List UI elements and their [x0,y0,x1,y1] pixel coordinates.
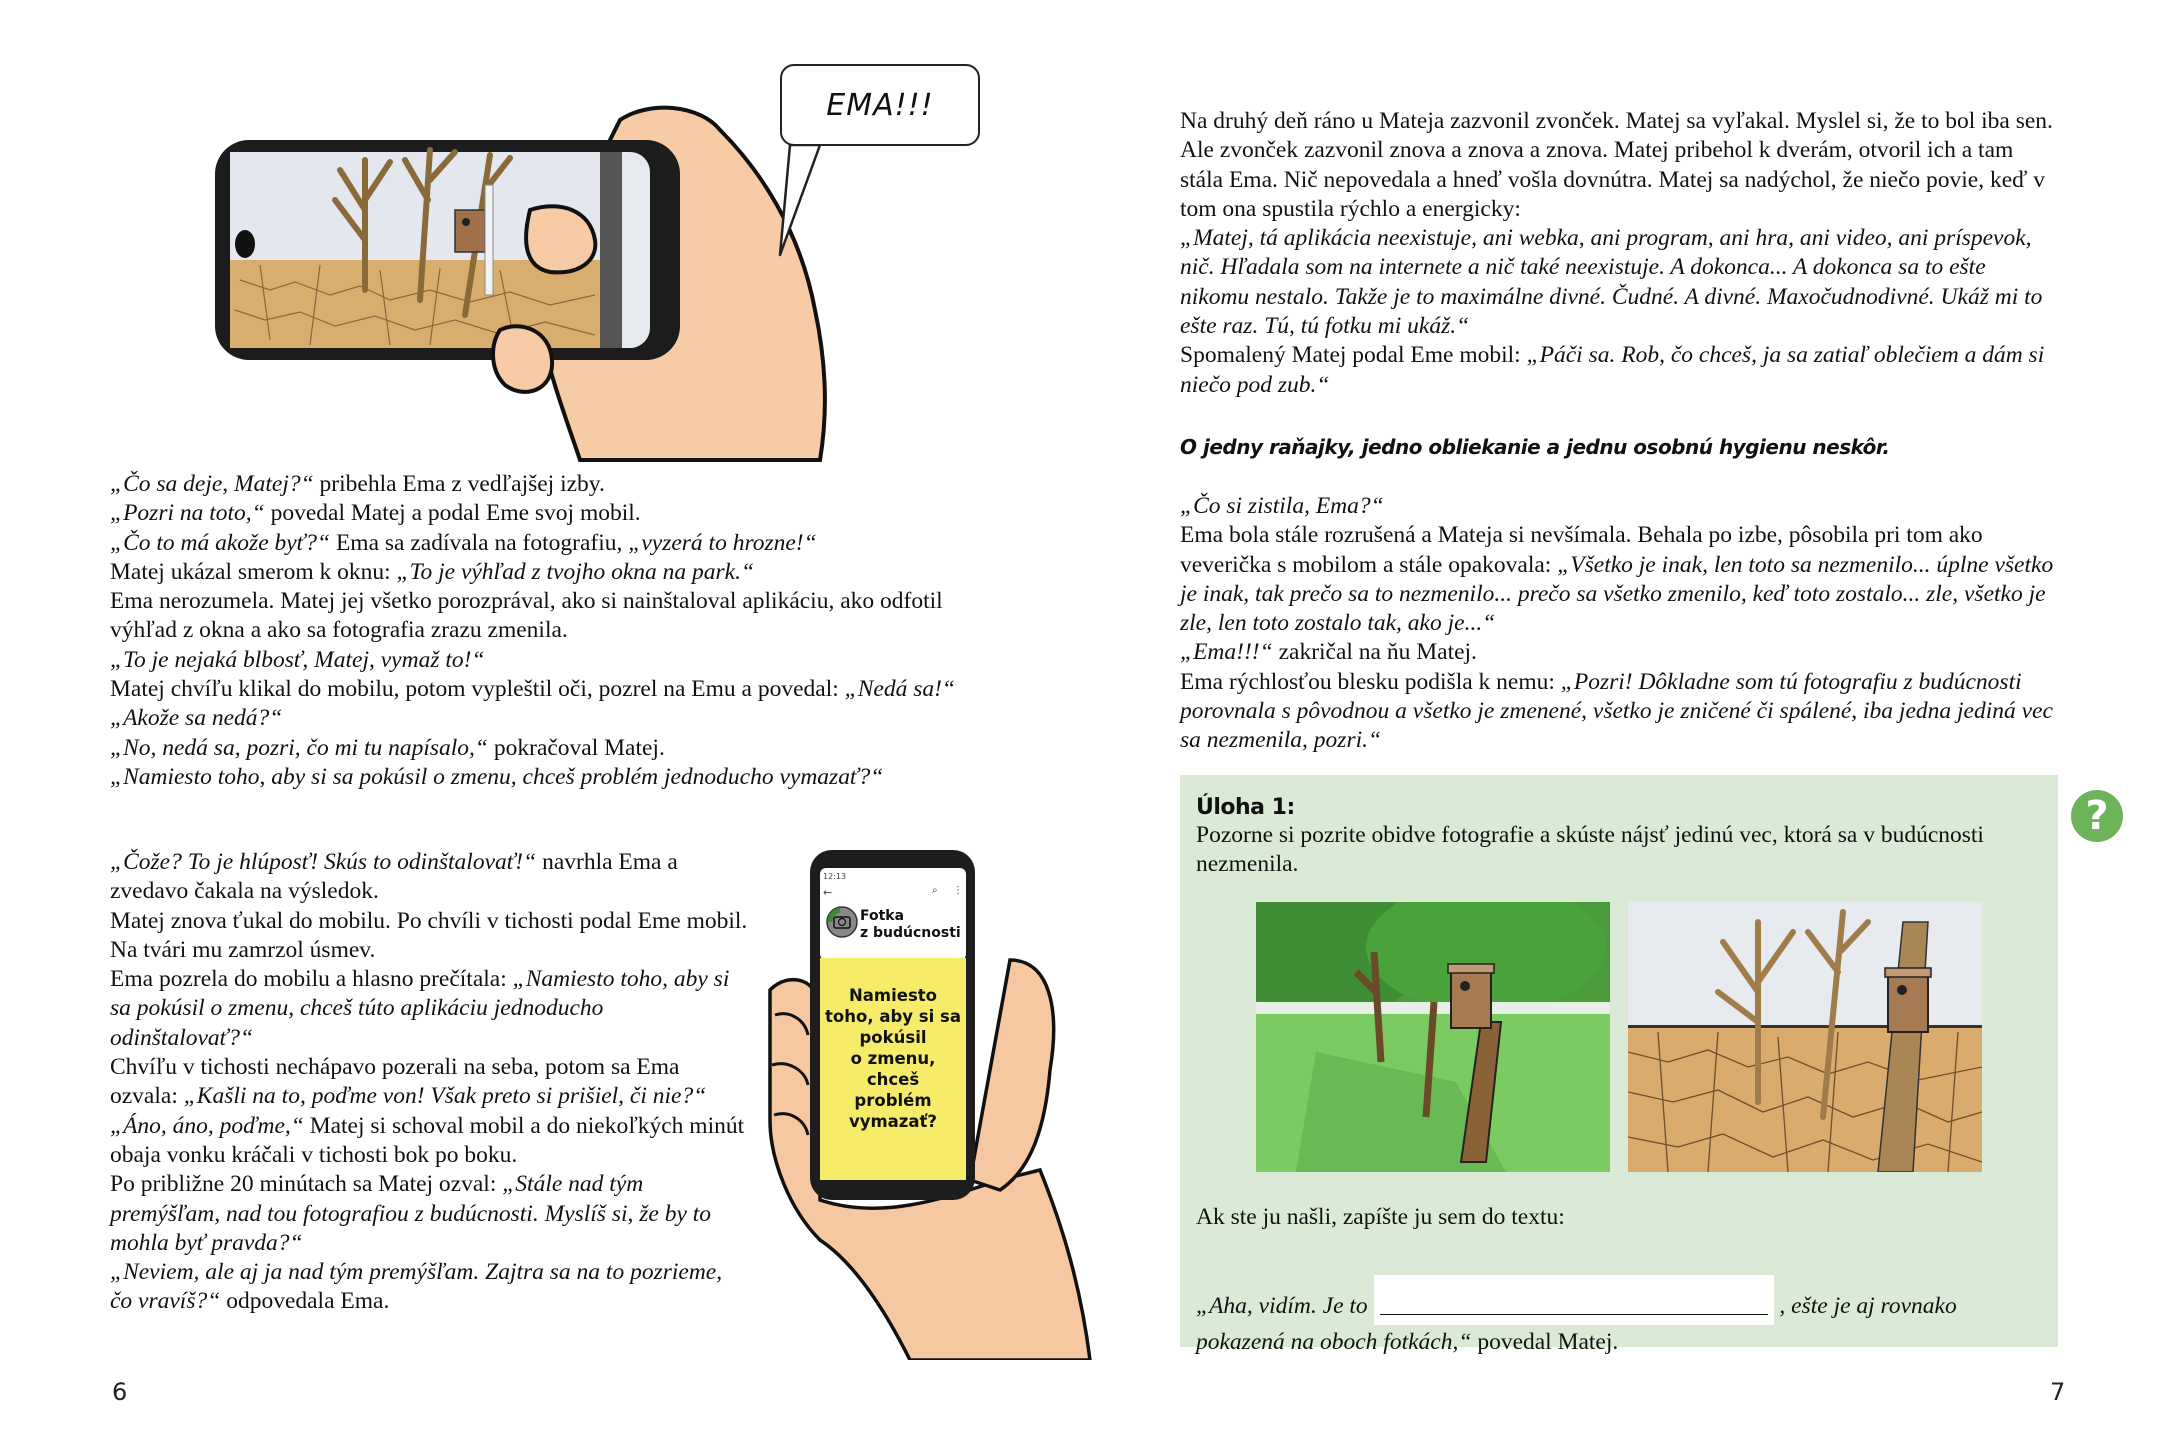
narration-text: Chvíľu v tichosti nechápavo pozerali na seba, potom sa Ema ozvala: [110,1054,680,1110]
dialogue-text: „vyzerá to hrozne!“ [628,529,817,556]
dialogue-text: „Stále nad tým premýšľam, nad tou fotografiou z budúcnosti. Myslíš si, že by to mohla byť pravda?“ [110,1171,712,1256]
thermometer [485,185,493,295]
dialogue-text: „Nedá sa!“ [844,676,955,703]
story-text-block-2 [110,848,750,1317]
dialogue-text: „Namiesto toho, aby si sa pokúsil o zmenu, chceš problém jednoducho vymazať?“ [110,763,884,790]
sentence-end-italic: , ešte je aj rovnako pokazená na oboch fotkách,“ [1196,1293,1957,1355]
narration-text: Matej si schoval mobil a do niekoľkých minút obaja vonku kráčali v tichosti bok po boku. [110,1112,745,1168]
paragraph [1180,492,2060,521]
phone-message-line: vymazať? [848,1112,938,1131]
back-arrow-icon: ← [823,886,833,899]
task-sentence [1196,1275,2046,1360]
birdhouse [455,210,485,252]
dialogue-text: „To je nejaká blbosť, Matej, vymaž to!“ [110,646,485,673]
paragraph [1180,224,2060,341]
paragraph [110,499,1000,528]
speech-bubble [780,64,980,146]
phone-message-line: Namiesto [848,986,938,1005]
narration-text: Spomalený Matej podal Eme mobil: [1180,342,1527,369]
paragraph [110,1170,750,1258]
search-icon: ⌕ [932,885,938,896]
app-title-line2: z budúcnosti [860,925,961,941]
story-text-block-3 [1180,107,2060,400]
paragraph [110,848,750,907]
dialogue-text: „Čo to má akože byť?“ [110,529,331,556]
paragraph [110,734,1000,763]
app-title-line1: Fotka [860,908,905,924]
phone-message-line: chceš [866,1070,920,1089]
right-page [1080,0,2161,1453]
narration-text: Ema pozrela do mobilu a hlasno prečítala: [110,966,513,993]
dialogue-text: „Neviem, ale aj ja nad tým premýšľam. Zajtra sa na to pozrieme, čo vravíš?“ [110,1259,723,1315]
sentence-start: „Aha, vidím. Je to [1196,1293,1368,1319]
photo-present-park [1256,902,1610,1172]
task-title: Úloha 1: [1196,795,1295,820]
paragraph [110,558,1000,587]
paragraph [110,1053,750,1112]
narration-text: pribehla Ema z vedľajšej izby. [313,471,605,497]
narration-text: Matej chvíľu klikal do mobilu, potom vypleštil oči, pozrel na Emu a povedal: [110,676,845,703]
time-skip-caption: O jedny raňajky, jedno obliekanie a jednu osobnú hygienu neskôr. [1180,435,1890,459]
birdhouse [1888,974,1928,1032]
dialogue-text: „Pozri na toto,“ [110,500,265,527]
dialogue-text: „Akože sa nedá?“ [110,705,283,732]
dialogue-text: „Čože? To je hlúposť! Skús to odinštalovať!“ [110,849,537,875]
dialogue-text: „Ema!!!“ [1180,639,1273,666]
narration-text: odpovedala Ema. [220,1288,390,1315]
narration-text: Na druhý deň ráno u Mateja zazvonil zvonček. Matej sa vyľakal. Myslel si, že to bol iba sen. Ale zvonček zazvonil znova a znova a znova. Matej pribehol k dverám, otvoril ich a tam stála Ema. Nič nepovedala a hneď vošla dovnútra. Matej sa nadýchol, že niečo povie, keď v tom ona spustila rýchlo a energicky: [1180,108,2053,222]
dialogue-text: „To je výhľad z tvojho okna na park.“ [396,558,755,585]
phone-status-time: 12:13 [823,872,847,881]
question-mark-icon[interactable]: ? [2071,790,2123,842]
paragraph [110,763,1000,792]
paragraph [110,675,1000,704]
dialogue-text: „Čo si zistila, Ema?“ [1180,493,1384,519]
story-text-block-4 [1180,492,2060,756]
paragraph [110,470,1000,499]
paragraph [1180,668,2060,756]
paragraph [110,529,1000,558]
page-number-left: 6 [112,1378,128,1406]
phone-message-line: problém [854,1091,932,1110]
speech-bubble-text: EMA!!! [826,87,934,123]
dialogue-text: „Áno, áno, poďme,“ [110,1112,304,1139]
narration-text: Ema bola stále rozrušená a Mateja si nevšímala. Behala po izbe, pôsobila pri tom ako veverička s mobilom a stále opakovala: [1180,522,1983,578]
answer-input-field[interactable] [1374,1275,1774,1325]
dry-ground [230,260,600,348]
phone-message-line: pokúsil [859,1028,927,1047]
paragraph [110,704,1000,733]
paragraph [1180,638,2060,667]
dialogue-text: „Páči sa. Rob, čo chceš, ja sa zatiaľ oblečiem a dám si niečo pod zub.“ [1180,342,2045,398]
narration-text: Matej ukázal smerom k oknu: [110,558,397,585]
narration-text: Matej znova ťukal do mobilu. Po chvíli v tichosti podal Eme mobil. Na tvári mu zamrzol úsmev. [110,907,748,963]
birdhouse [1451,970,1491,1028]
dialogue-text: „Kašli na to, poďme von! Však preto si prišiel, či nie?“ [183,1083,707,1110]
page-number-right: 7 [2050,1378,2066,1406]
narration-text: Po približne 20 minútach sa Matej ozval: [110,1171,503,1198]
dialogue-text: „Čo sa deje, Matej?“ [110,471,314,497]
narration-text: Ema sa zadívala na fotografiu, [330,529,629,556]
app-title [860,908,961,942]
app-logo-icon [827,907,857,937]
task-prompt: Ak ste ju našli, zapíšte ju sem do textu: [1196,1204,1565,1230]
dialogue-text: „No, nedá sa, pozri, čo mi tu napísalo,“ [110,734,488,761]
sentence-end-plain: povedal Matej. [1471,1329,1619,1355]
narration-text: navrhla Ema a zvedavo čakala na výsledok. [110,849,678,905]
left-page [0,0,1080,1453]
photo-future-dry-land [1628,902,1982,1172]
narration-text: pokračoval Matej. [488,734,665,761]
paragraph [1180,521,2060,638]
dialogue-text: „Namiesto toho, aby si sa pokúsil o zmenu, chceš túto aplikáciu jednoducho odinštalovať?“ [110,966,730,1051]
paragraph [110,1258,750,1317]
narration-text: povedal Matej a podal Eme svoj mobil. [264,500,641,527]
dialogue-text: „Pozri! Dôkladne som tú fotografiu z budúcnosti porovnala s pôvodnou a všetko je zmenené, všetko je zničené či spálené, iba jedna jediná vec sa nezmenila, pozri.“ [1180,668,2053,754]
phone-screen-message [820,985,966,1132]
phone-message-line: toho, aby si sa [825,1007,961,1026]
task-instruction: Pozorne si pozrite obidve fotografie a skúste nájsť jedinú vec, ktorá sa v budúcnosti nezmenila. [1196,822,1984,878]
dialogue-text: „Matej, tá aplikácia neexistuje, ani webka, ani program, ani hra, ani video, ani príspevok, nič. Hľadala som na internete a nič také neexistuje. A dokonca... A dokonca sa to ešte nikomu nestalo. Takže je to maximálne divné. Čudné. A divné. Maxočudnodivné. Ukáž mi to ešte raz. Tú, tú fotku mi ukáž.“ [1180,225,2043,340]
phone-message-line: o zmenu, [850,1049,936,1068]
more-options-icon: ⋮ [953,885,963,896]
paragraph [1180,107,2060,224]
paragraph [110,965,750,1053]
narration-text: zakričal na ňu Matej. [1272,639,1477,666]
story-text-block-1 [110,470,1000,792]
paragraph [1180,341,2060,400]
paragraph [110,587,1000,646]
dialogue-text: „Všetko je inak, len toto sa nezmenilo... úplne všetko je inak, tak prečo sa to nezmenilo... prečo sa všetko zmenilo, keď toto zostalo... zle, všetko je zle, len toto zostalo tak, ako je...“ [1180,551,2054,637]
paragraph [110,907,750,966]
task-box [1180,775,2058,1355]
narration-text: Ema rýchlosťou blesku podišla k nemu: [1180,668,1561,695]
narration-text: Ema nerozumela. Matej jej všetko porozprával, ako si nainštaloval aplikáciu, ako odfotil výhľad z okna a ako sa fotografia zrazu zmenila. [110,588,943,644]
paragraph [110,1112,750,1171]
paragraph [110,646,1000,675]
